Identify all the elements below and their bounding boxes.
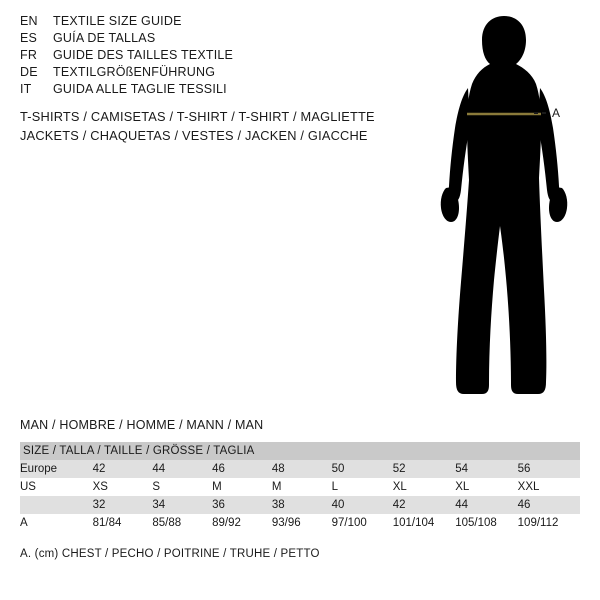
row-cell: 48 — [272, 460, 332, 478]
row-cell: 32 — [93, 496, 153, 514]
row-cell: M — [212, 478, 272, 496]
table-row — [20, 496, 580, 514]
row-cell: 42 — [93, 460, 153, 478]
row-cell: 93/96 — [272, 514, 332, 532]
row-cell: 105/108 — [455, 514, 517, 532]
row-cell: XXL — [518, 478, 580, 496]
row-label: Europe — [20, 460, 93, 478]
table-group-title: MAN / HOMBRE / HOMME / MANN / MAN — [20, 418, 264, 432]
row-cell: 89/92 — [212, 514, 272, 532]
category-jackets: JACKETS / CHAQUETAS / VESTES / JACKEN / GIACCHE — [20, 128, 368, 143]
row-cell: 46 — [518, 496, 580, 514]
table-row — [20, 460, 580, 478]
language-text: TEXTILE SIZE GUIDE — [53, 14, 182, 28]
language-row — [20, 31, 380, 48]
language-text: GUIDE DES TAILLES TEXTILE — [53, 48, 234, 62]
mannequin-figure — [420, 10, 595, 405]
row-cell: 50 — [332, 460, 393, 478]
table-header-row — [20, 442, 580, 460]
row-cell: 109/112 — [518, 514, 580, 532]
row-cell: 44 — [455, 496, 517, 514]
language-text: GUÍA DE TALLAS — [53, 31, 156, 45]
row-cell: 42 — [393, 496, 455, 514]
table-row — [20, 478, 580, 496]
row-label: US — [20, 478, 93, 496]
language-code: IT — [20, 82, 32, 96]
row-cell: 56 — [518, 460, 580, 478]
language-row — [20, 48, 380, 65]
category-tshirts: T-SHIRTS / CAMISETAS / T-SHIRT / T-SHIRT / MAGLIETTE — [20, 109, 375, 124]
language-row — [20, 65, 380, 82]
measurement-marker-a: A — [552, 106, 561, 120]
row-cell: 36 — [212, 496, 272, 514]
row-cell: 38 — [272, 496, 332, 514]
footnote: A. (cm) CHEST / PECHO / POITRINE / TRUHE / PETTO — [20, 548, 320, 560]
language-code: DE — [20, 65, 38, 79]
row-cell: 34 — [152, 496, 212, 514]
table-header-label: SIZE / TALLA / TAILLE / GRÖSSE / TAGLIA — [20, 442, 580, 460]
row-cell: L — [332, 478, 393, 496]
row-label — [20, 496, 93, 514]
row-cell: 52 — [393, 460, 455, 478]
leader-line-icon — [534, 112, 550, 114]
language-code: EN — [20, 14, 38, 28]
row-cell: 81/84 — [93, 514, 153, 532]
row-cell: 54 — [455, 460, 517, 478]
row-cell: XL — [455, 478, 517, 496]
language-code: FR — [20, 48, 38, 62]
row-cell: 44 — [152, 460, 212, 478]
row-cell: 85/88 — [152, 514, 212, 532]
row-label: A — [20, 514, 93, 532]
table-row — [20, 514, 580, 532]
language-row — [20, 14, 380, 31]
row-cell: 101/104 — [393, 514, 455, 532]
category-list — [20, 109, 440, 147]
body-silhouette-icon — [420, 10, 595, 405]
language-text: GUIDA ALLE TAGLIE TESSILI — [53, 82, 227, 96]
language-row — [20, 82, 380, 99]
row-cell: 40 — [332, 496, 393, 514]
language-list — [20, 14, 380, 99]
row-cell: 97/100 — [332, 514, 393, 532]
language-code: ES — [20, 31, 38, 45]
row-cell: S — [152, 478, 212, 496]
row-cell: XS — [93, 478, 153, 496]
row-cell: XL — [393, 478, 455, 496]
language-text: TEXTILGRÖßENFÜHRUNG — [53, 65, 216, 79]
size-table — [20, 442, 580, 532]
row-cell: M — [272, 478, 332, 496]
row-cell: 46 — [212, 460, 272, 478]
